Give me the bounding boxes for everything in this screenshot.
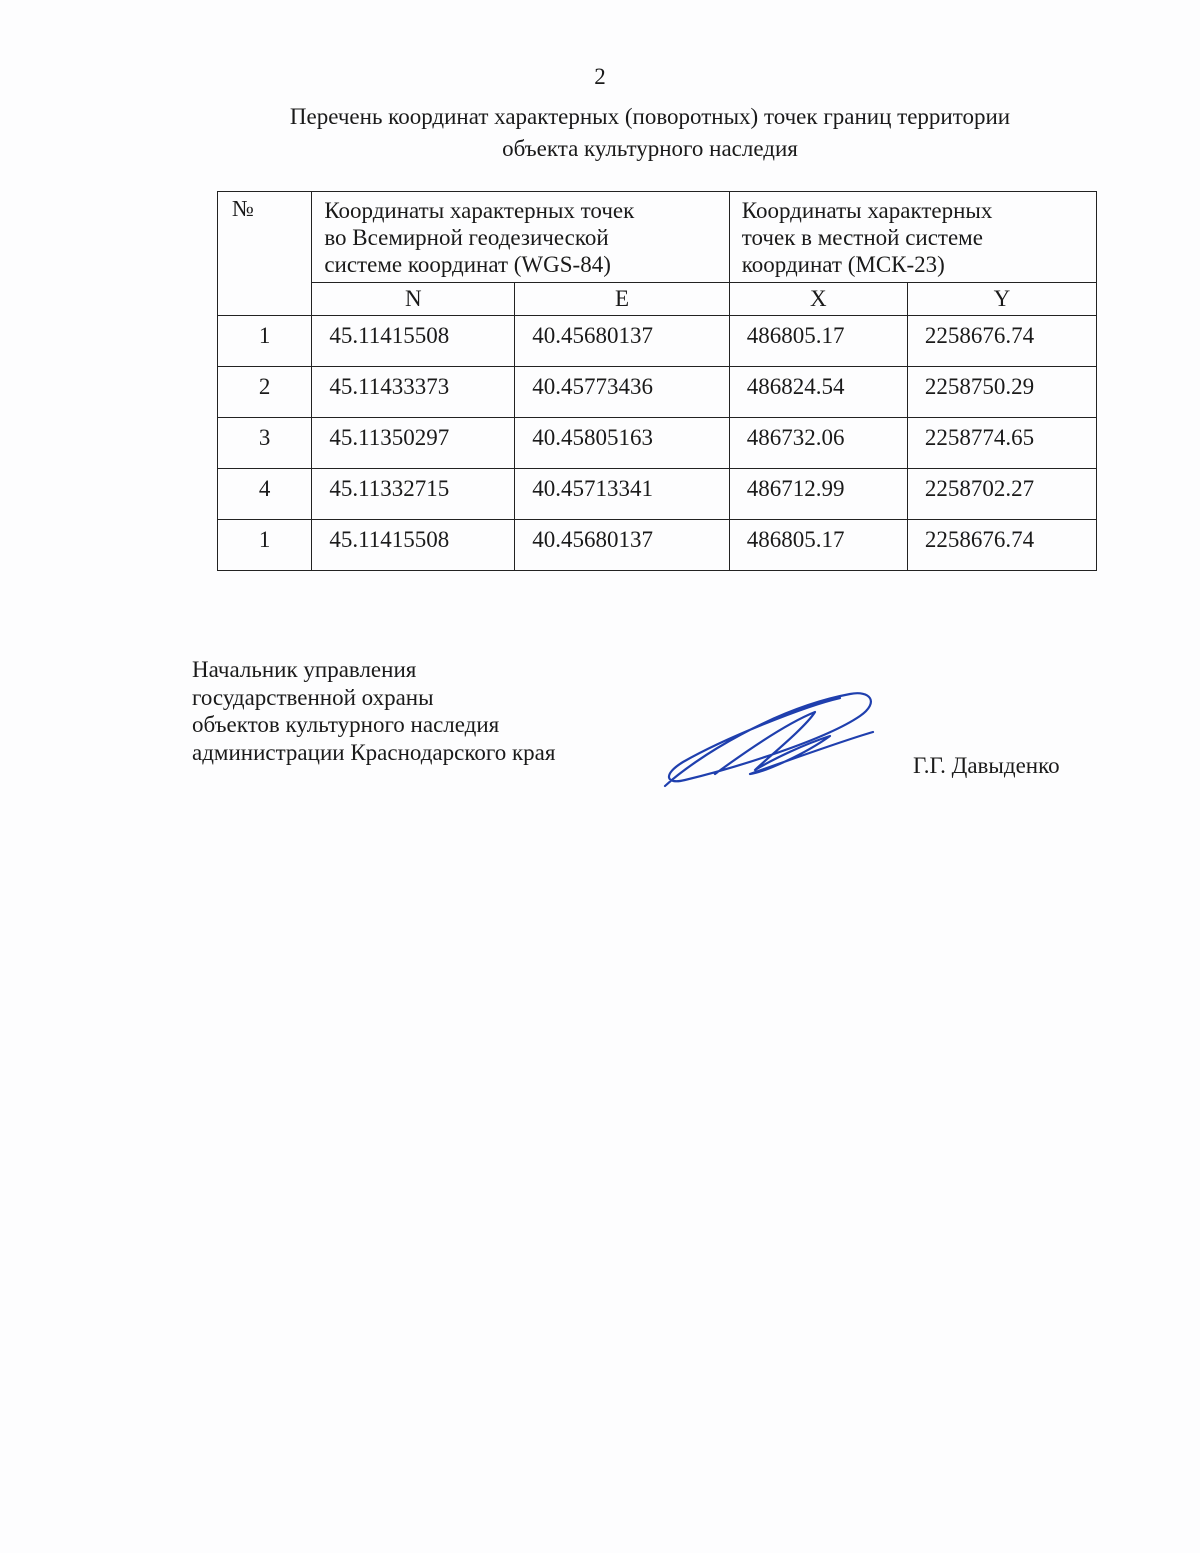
latitude-cell: 45.11415508 xyxy=(312,316,515,367)
signer-position-line-4: администрации Краснодарского края xyxy=(192,739,556,765)
y-coordinate-cell: 2258750.29 xyxy=(907,367,1096,418)
column-header-x: X xyxy=(729,283,907,316)
column-header-e: E xyxy=(515,283,729,316)
document-title-line-2: объекта культурного наследия xyxy=(502,136,798,161)
table-header-row xyxy=(218,192,1097,283)
x-coordinate-cell: 486805.17 xyxy=(729,316,907,367)
y-coordinate-cell: 2258774.65 xyxy=(907,418,1096,469)
longitude-cell: 40.45680137 xyxy=(515,520,729,571)
longitude-cell: 40.45773436 xyxy=(515,367,729,418)
table-row xyxy=(218,316,1097,367)
signer-name: Г.Г. Давыденко xyxy=(913,753,1060,778)
y-coordinate-cell: 2258676.74 xyxy=(907,520,1096,571)
longitude-cell: 40.45805163 xyxy=(515,418,729,469)
column-header-msk23-line-3: координат (МСК-23) xyxy=(741,252,945,277)
column-header-wgs84-line-1: Координаты характерных точек xyxy=(324,198,635,223)
longitude-cell: 40.45680137 xyxy=(515,316,729,367)
point-number-cell: 2 xyxy=(218,367,312,418)
point-number-cell: 4 xyxy=(218,469,312,520)
table-row xyxy=(218,418,1097,469)
column-header-wgs84 xyxy=(312,192,729,283)
column-header-msk23-line-2: точек в местной системе xyxy=(741,225,983,250)
column-header-wgs84-line-3: системе координат (WGS-84) xyxy=(324,252,611,277)
x-coordinate-cell: 486824.54 xyxy=(729,367,907,418)
signer-position-line-3: объектов культурного наследия xyxy=(192,712,500,737)
table-row xyxy=(218,469,1097,520)
page-number: 2 xyxy=(594,64,606,89)
x-coordinate-cell: 486732.06 xyxy=(729,418,907,469)
table-row xyxy=(218,367,1097,418)
handwritten-signature xyxy=(655,688,885,798)
longitude-cell: 40.45713341 xyxy=(515,469,729,520)
column-header-msk23-line-1: Координаты характерных xyxy=(741,198,993,223)
signer-position-line-1: Начальник управления xyxy=(192,657,417,682)
x-coordinate-cell: 486712.99 xyxy=(729,469,907,520)
column-header-number: № xyxy=(218,192,312,316)
signer-position xyxy=(192,656,555,766)
point-number-cell: 1 xyxy=(218,316,312,367)
column-header-msk23 xyxy=(729,192,1096,283)
column-header-wgs84-line-2: во Всемирной геодезической xyxy=(324,225,609,250)
column-header-n: N xyxy=(312,283,515,316)
latitude-cell: 45.11433373 xyxy=(312,367,515,418)
table-row xyxy=(218,520,1097,571)
document-title xyxy=(120,101,1180,165)
y-coordinate-cell: 2258676.74 xyxy=(907,316,1096,367)
document-title-line-1: Перечень координат характерных (поворотных) точек границ территории xyxy=(289,104,1011,129)
coordinates-table xyxy=(217,191,1097,571)
x-coordinate-cell: 486805.17 xyxy=(729,520,907,571)
signer-position-line-2: государственной охраны xyxy=(192,684,434,710)
latitude-cell: 45.11332715 xyxy=(312,469,515,520)
y-coordinate-cell: 2258702.27 xyxy=(907,469,1096,520)
point-number-cell: 1 xyxy=(218,520,312,571)
table-subheader-row xyxy=(218,283,1097,316)
latitude-cell: 45.11350297 xyxy=(312,418,515,469)
point-number-cell: 3 xyxy=(218,418,312,469)
column-header-y: Y xyxy=(907,283,1096,316)
latitude-cell: 45.11415508 xyxy=(312,520,515,571)
